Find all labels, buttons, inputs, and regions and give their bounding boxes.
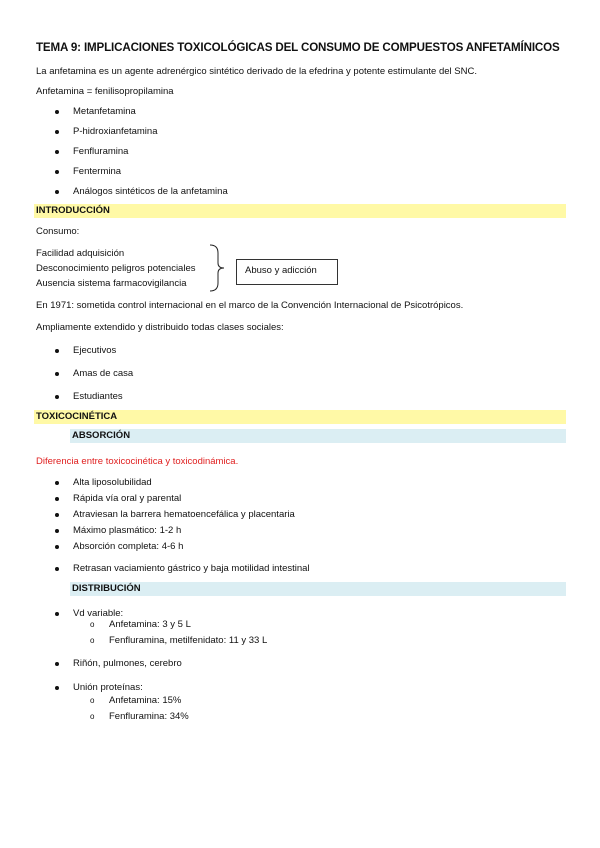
bullet-icon bbox=[55, 395, 59, 399]
list-item: Rápida vía oral y parental bbox=[73, 493, 182, 504]
bullet-icon bbox=[55, 497, 59, 501]
bullet-icon bbox=[55, 150, 59, 154]
list-item: Atraviesan la barrera hematoencefálica y placentaria bbox=[73, 509, 295, 520]
list-item: Retrasan vaciamiento gástrico y baja motilidad intestinal bbox=[73, 563, 310, 574]
bullet-icon bbox=[55, 612, 59, 616]
circle-bullet-icon: o bbox=[90, 696, 95, 705]
bullet-icon bbox=[55, 372, 59, 376]
list-item: Amas de casa bbox=[73, 368, 134, 379]
extended-line: Ampliamente extendido y distribuido todas clases sociales: bbox=[36, 322, 284, 333]
consumo-factor: Desconocimiento peligros potenciales bbox=[36, 263, 196, 274]
document-title: TEMA 9: IMPLICACIONES TOXICOLÓGICAS DEL CONSUMO DE COMPUESTOS ANFETAMÍNICOS bbox=[36, 41, 560, 54]
list-item: Metanfetamina bbox=[73, 106, 136, 117]
subsection-highlight bbox=[70, 582, 566, 596]
subsection-heading-distribucion: DISTRIBUCIÓN bbox=[72, 583, 141, 594]
sub-list-item: Anfetamina: 3 y 5 L bbox=[109, 619, 191, 630]
bullet-icon bbox=[55, 686, 59, 690]
subsection-heading-absorcion: ABSORCIÓN bbox=[72, 430, 131, 441]
difference-note: Diferencia entre toxicocinética y toxicodinámica. bbox=[36, 456, 239, 467]
union-label: Unión proteínas: bbox=[73, 682, 143, 693]
section-heading-toxicocinetica: TOXICOCINÉTICA bbox=[36, 411, 118, 422]
bullet-icon bbox=[55, 190, 59, 194]
circle-bullet-icon: o bbox=[90, 712, 95, 721]
consumo-label: Consumo: bbox=[36, 226, 80, 237]
sub-list-item: Anfetamina: 15% bbox=[109, 695, 182, 706]
bullet-icon bbox=[55, 662, 59, 666]
list-item: Alta liposolubilidad bbox=[73, 477, 152, 488]
sub-list-item: Fenfluramina: 34% bbox=[109, 711, 189, 722]
list-item: Riñón, pulmones, cerebro bbox=[73, 658, 182, 669]
bullet-icon bbox=[55, 481, 59, 485]
list-item: Absorción completa: 4-6 h bbox=[73, 541, 184, 552]
bullet-icon bbox=[55, 545, 59, 549]
bullet-icon bbox=[55, 130, 59, 134]
subsection-highlight bbox=[70, 429, 566, 443]
result-box-label: Abuso y adicción bbox=[245, 265, 317, 276]
bullet-icon bbox=[55, 567, 59, 571]
bullet-icon bbox=[55, 349, 59, 353]
year-line: En 1971: sometida control internacional en el marco de la Convención Internacional de Psicotrópicos. bbox=[36, 300, 464, 311]
list-item: Máximo plasmático: 1-2 h bbox=[73, 525, 182, 536]
list-item: Fentermina bbox=[73, 166, 122, 177]
list-item: Fenfluramina bbox=[73, 146, 129, 157]
bullet-icon bbox=[55, 513, 59, 517]
circle-bullet-icon: o bbox=[90, 636, 95, 645]
sub-list-item: Fenfluramina, metilfenidato: 11 y 33 L bbox=[109, 635, 268, 646]
list-item: Estudiantes bbox=[73, 391, 123, 402]
vd-label: Vd variable: bbox=[73, 608, 124, 619]
brace-icon bbox=[208, 243, 230, 293]
consumo-factor: Facilidad adquisición bbox=[36, 248, 125, 259]
bullet-icon bbox=[55, 110, 59, 114]
list-item: P-hidroxianfetamina bbox=[73, 126, 158, 137]
section-heading-introduccion: INTRODUCCIÓN bbox=[36, 205, 110, 216]
bullet-icon bbox=[55, 170, 59, 174]
section-highlight bbox=[34, 204, 566, 218]
bullet-icon bbox=[55, 529, 59, 533]
list-item: Análogos sintéticos de la anfetamina bbox=[73, 186, 228, 197]
intro-line: La anfetamina es un agente adrenérgico sintético derivado de la efedrina y potente estimulante del SNC. bbox=[36, 66, 477, 77]
list-item: Ejecutivos bbox=[73, 345, 117, 356]
anfetamina-equation: Anfetamina = fenilisopropilamina bbox=[36, 86, 174, 97]
circle-bullet-icon: o bbox=[90, 620, 95, 629]
consumo-factor: Ausencia sistema farmacovigilancia bbox=[36, 278, 187, 289]
